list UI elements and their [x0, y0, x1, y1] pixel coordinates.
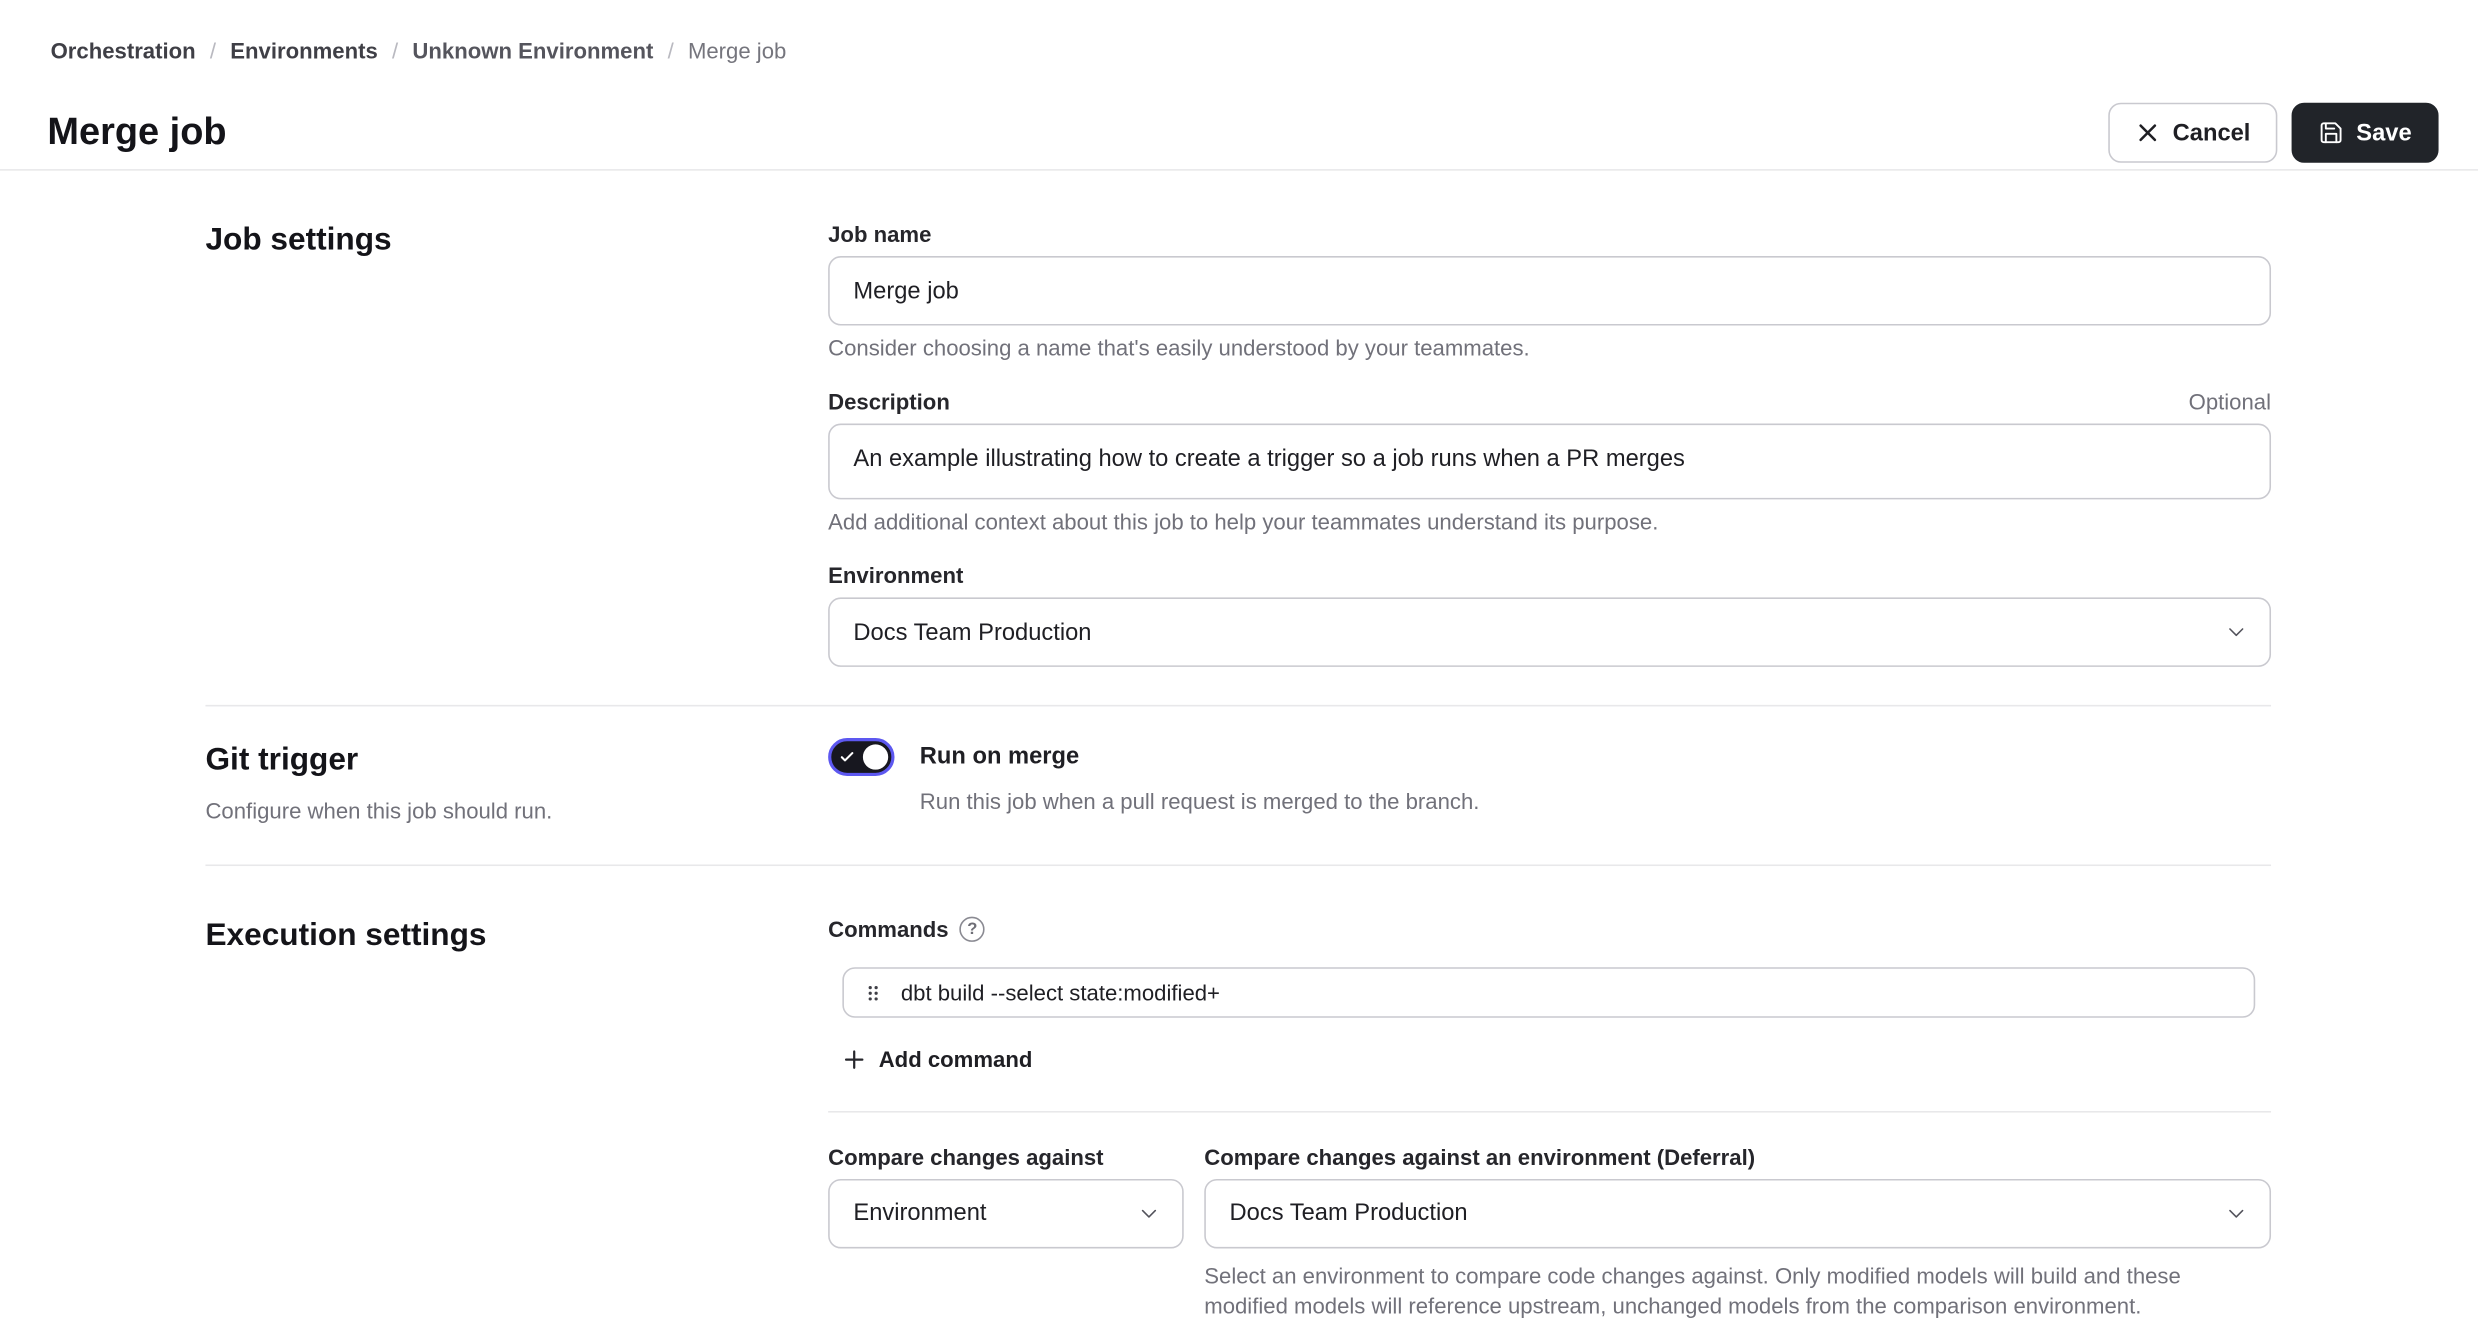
command-text: dbt build --select state:modified+ — [900, 979, 1220, 1006]
git-trigger-subheading: Configure when this job should run. — [205, 798, 553, 824]
section-right — [828, 913, 2271, 1320]
job-name-label: Job name — [828, 221, 932, 247]
description-helper: Add additional context about this job to help your teammates understand its purpose. — [828, 508, 1659, 535]
breadcrumb-item-orchestration[interactable]: Orchestration — [50, 37, 196, 64]
title-actions — [2108, 103, 2439, 163]
form-content — [0, 171, 2478, 1321]
section-right — [828, 218, 2271, 667]
section-left — [205, 738, 828, 827]
command-row[interactable] — [842, 967, 2255, 1018]
run-on-merge-toggle[interactable] — [828, 738, 894, 776]
git-trigger-heading: Git trigger — [205, 742, 359, 778]
commands-label-row — [828, 913, 2271, 945]
page-title: Merge job — [47, 110, 227, 154]
breadcrumb-separator: / — [392, 37, 399, 64]
breadcrumb-item-unknown-environment[interactable]: Unknown Environment — [412, 37, 654, 64]
environment-select[interactable] — [828, 597, 2271, 667]
check-icon — [839, 749, 855, 765]
compare-row — [828, 1140, 2271, 1320]
run-on-merge-row — [828, 738, 2271, 817]
section-right — [828, 738, 2271, 827]
breadcrumb-item-current: Merge job — [687, 37, 787, 64]
save-button[interactable] — [2292, 103, 2439, 163]
compare-against-label: Compare changes against — [828, 1143, 1104, 1169]
cancel-button-label: Cancel — [2172, 119, 2251, 147]
description-textarea[interactable] — [828, 424, 2271, 500]
job-settings-heading: Job settings — [205, 222, 392, 258]
x-icon — [2135, 120, 2160, 145]
chevron-down-icon — [2224, 1200, 2249, 1225]
run-on-merge-label: Run on merge — [919, 742, 1080, 770]
run-on-merge-text — [920, 738, 1480, 817]
description-label: Description — [828, 388, 950, 415]
plus-icon — [842, 1047, 866, 1071]
section-left — [205, 913, 828, 1320]
commands-divider — [828, 1110, 2271, 1112]
cancel-button[interactable] — [2108, 103, 2277, 163]
job-name-helper: Consider choosing a name that's easily understood by your teammates. — [828, 335, 1530, 361]
deferral-environment-select[interactable] — [1204, 1178, 2271, 1248]
deferral-label: Compare changes against an environment (Deferral) — [1204, 1143, 1756, 1169]
title-bar — [0, 101, 2478, 164]
commands-label: Commands — [828, 916, 949, 942]
section-job-settings — [205, 218, 2271, 705]
toggle-knob — [863, 744, 888, 769]
drag-handle-icon[interactable] — [863, 982, 884, 1003]
description-optional-badge: Optional — [2188, 388, 2272, 415]
save-button-label: Save — [2356, 119, 2412, 147]
topbar — [0, 0, 2478, 66]
environment-label: Environment — [828, 562, 964, 588]
breadcrumb — [51, 35, 2439, 67]
add-command-label: Add command — [878, 1046, 1033, 1072]
compare-against-select-value: Environment — [853, 1199, 987, 1227]
add-command-button[interactable] — [842, 1043, 1032, 1075]
chevron-down-icon — [1136, 1200, 1161, 1225]
deferral-select-value: Docs Team Production — [1229, 1199, 1468, 1227]
section-git-trigger — [205, 706, 2271, 864]
breadcrumb-separator: / — [667, 37, 674, 64]
section-left — [205, 218, 828, 667]
run-on-merge-description: Run this job when a pull request is merged to the branch. — [919, 788, 1480, 814]
environment-select-value: Docs Team Production — [853, 618, 1092, 646]
floppy-disk-icon — [2318, 120, 2343, 145]
compare-against-field — [828, 1140, 1184, 1320]
deferral-field — [1204, 1140, 2271, 1320]
breadcrumb-separator: / — [209, 37, 217, 64]
section-execution-settings — [205, 866, 2271, 1320]
execution-settings-heading: Execution settings — [205, 918, 487, 953]
deferral-helper: Select an environment to compare code changes against. Only modified models will build and these modified models will reference upstream, unchanged models from the comparison environment. — [1204, 1261, 2181, 1318]
breadcrumb-item-environments[interactable]: Environments — [230, 37, 378, 64]
question-mark-icon[interactable]: ? — [960, 917, 985, 942]
chevron-down-icon — [2224, 620, 2249, 645]
compare-against-select[interactable] — [828, 1178, 1184, 1248]
job-name-input[interactable] — [828, 256, 2271, 326]
